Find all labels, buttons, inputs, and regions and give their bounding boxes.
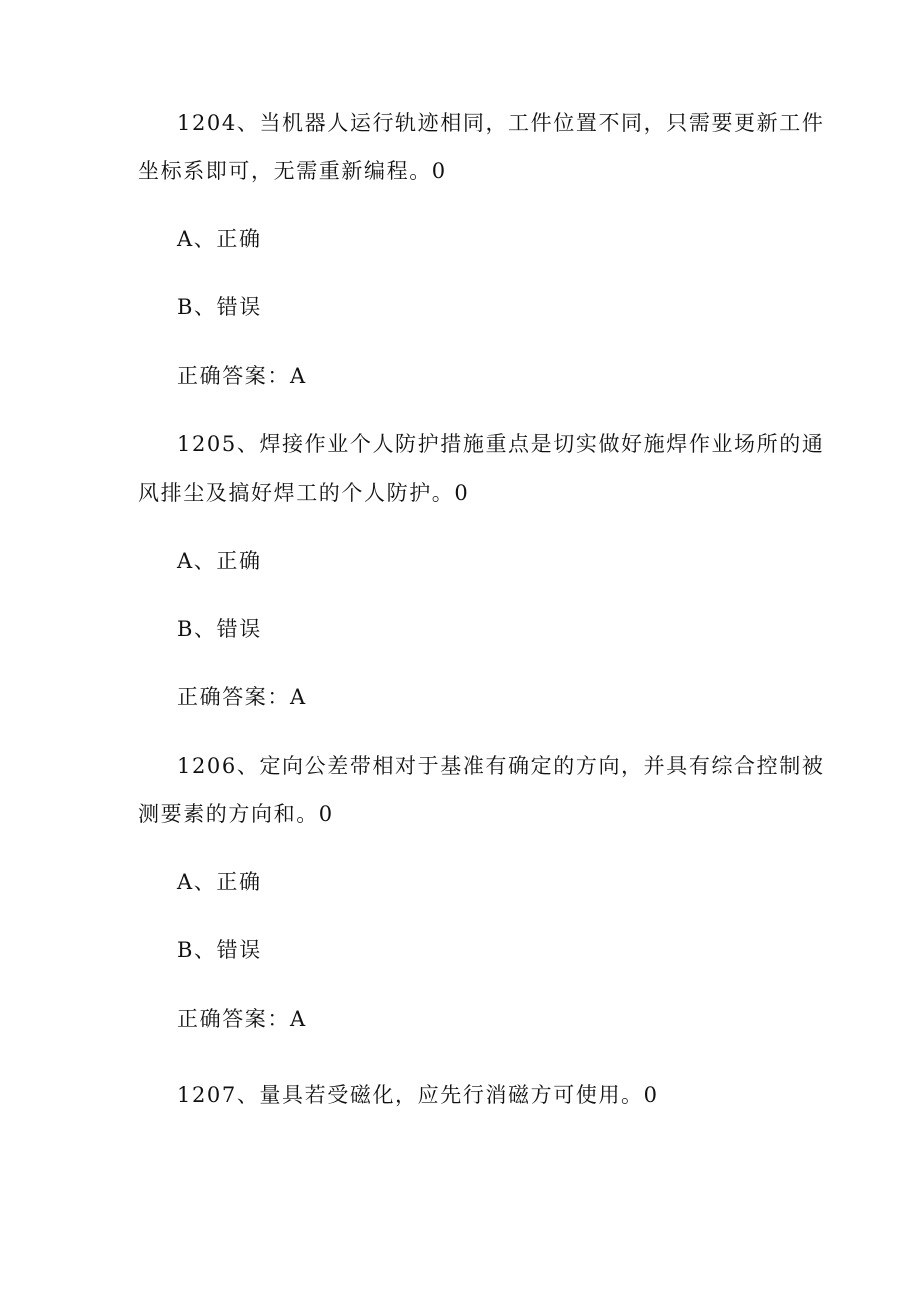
- question-1205-text-line1: 1205、焊接作业个人防护措施重点是切实做好施焊作业场所的通: [177, 432, 825, 456]
- question-1205-option-b: B、错误: [177, 617, 262, 641]
- question-1206-answer: 正确答案：A: [177, 1007, 307, 1031]
- question-1205-answer: 正确答案：A: [177, 685, 307, 709]
- question-1206-option-b: B、错误: [177, 938, 262, 962]
- question-1206-text-line1: 1206、定向公差带相对于基准有确定的方向，并具有综合控制被: [177, 754, 825, 778]
- question-1204-option-b: B、错误: [177, 295, 262, 319]
- question-1204-answer: 正确答案：A: [177, 364, 307, 388]
- question-1205-text-line2: 风排尘及搞好焊工的个人防护。0: [138, 481, 470, 505]
- question-1206-option-a: A、正确: [177, 870, 262, 894]
- question-1207-text-line1: 1207、量具若受磁化，应先行消磁方可使用。0: [177, 1083, 659, 1107]
- question-1205-option-a: A、正确: [177, 549, 262, 573]
- question-1204-text-line1: 1204、当机器人运行轨迹相同，工件位置不同，只需要更新工件: [177, 111, 825, 135]
- question-1204-option-a: A、正确: [177, 227, 262, 251]
- question-1206-text-line2: 测要素的方向和。0: [138, 802, 334, 826]
- question-1204-text-line2: 坐标系即可，无需重新编程。0: [138, 159, 447, 183]
